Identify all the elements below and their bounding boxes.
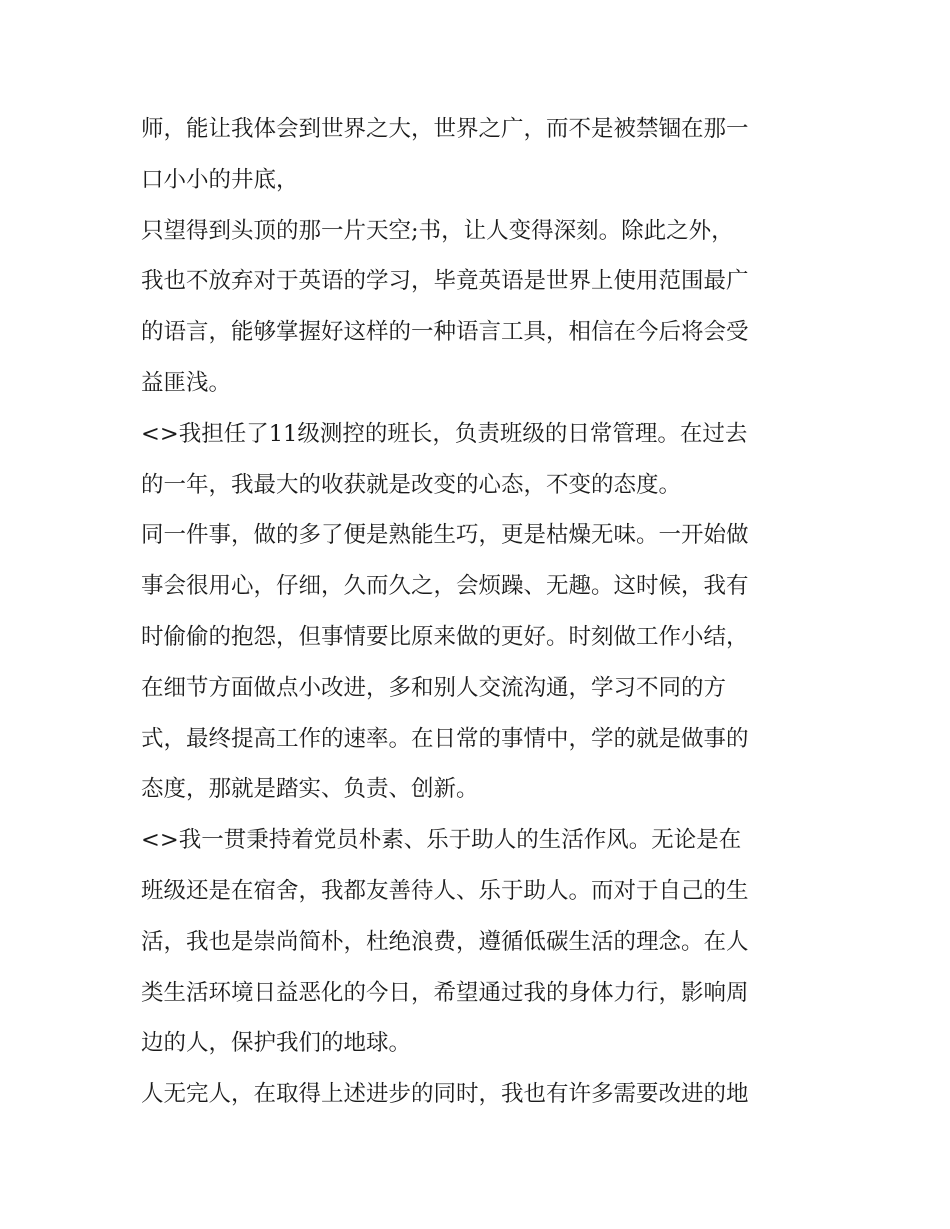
text-line: 态度，那就是踏实、负责、创新。 (141, 776, 479, 803)
text-line: 我也不放弃对于英语的学习，毕竟英语是世界上使用范围最广 (141, 268, 749, 295)
text-line: 口小小的井底， (141, 166, 299, 193)
text-line: 活，我也是崇尚简朴，杜绝浪费，遵循低碳生活的理念。在人 (141, 928, 749, 955)
text-line: 的一年，我最大的收获就是改变的心态，不变的态度。 (141, 471, 682, 498)
text-line: 在细节方面做点小改进，多和别人交流沟通，学习不同的方 (141, 674, 727, 701)
text-line: 式，最终提高工作的速率。在日常的事情中，学的就是做事的 (141, 725, 749, 752)
text-line: 边的人，保护我们的地球。 (141, 1030, 412, 1057)
text-line: 事会很用心，仔细，久而久之，会烦躁、无趣。这时候，我有 (141, 573, 749, 600)
text-line: 益匪浅。 (141, 369, 232, 396)
text-line: 班级还是在宿舍，我都友善待人、乐于助人。而对于自己的生 (141, 877, 749, 904)
text-line: 人无完人，在取得上述进步的同时，我也有许多需要改进的地 (141, 1081, 749, 1108)
text-line: 类生活环境日益恶化的今日，希望通过我的身体力行，影响周 (141, 979, 749, 1006)
text-line: 师，能让我体会到世界之大，世界之广，而不是被禁锢在那一 (141, 116, 749, 142)
document-body (141, 104, 821, 1120)
text-line: 的语言，能够掌握好这样的一种语言工具，相信在今后将会受 (141, 319, 749, 346)
text-line: <>我担任了11级测控的班长，负责班级的日常管理。在过去 (141, 420, 748, 447)
text-line: 时偷偷的抱怨，但事情要比原来做的更好。时刻做工作小结， (141, 623, 749, 650)
text-line: 同一件事，做的多了便是熟能生巧，更是枯燥无味。一开始做 (141, 522, 749, 549)
text-line: <>我一贯秉持着党员朴素、乐于助人的生活作风。无论是在 (141, 827, 742, 854)
text-line: 只望得到头顶的那一片天空;书，让人变得深刻。除此之外， (141, 217, 734, 244)
